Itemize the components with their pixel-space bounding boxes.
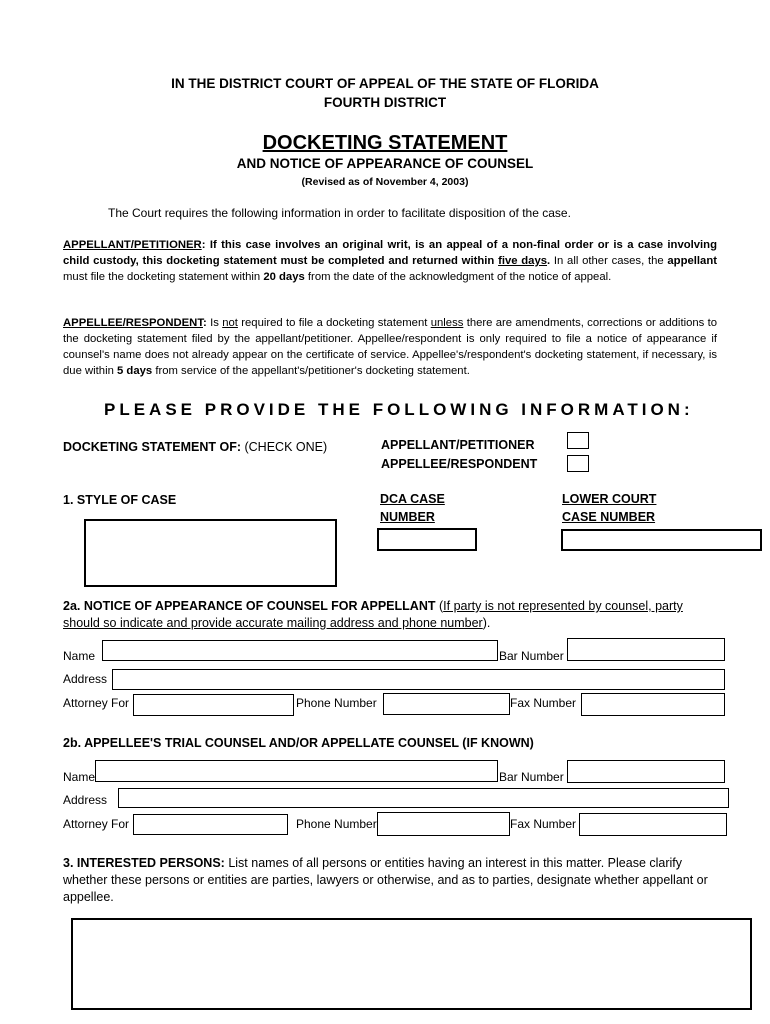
twenty-days-text: 20 days <box>263 271 305 283</box>
lower-court-label-line2: CASE NUMBER <box>562 510 656 524</box>
appellant-bar-number-label: Bar Number <box>499 649 564 663</box>
appellant-attorney-for-label: Attorney For <box>63 696 130 710</box>
appellee-colon: : <box>202 317 207 329</box>
district-heading: FOURTH DISTRICT <box>323 95 447 110</box>
appellee-text-4: from service of the appellant's/petitioner's docketing statement. <box>155 365 470 377</box>
dca-case-number-field[interactable] <box>377 528 477 551</box>
appellee-name-label: Name <box>63 770 96 784</box>
appellant-name-label: Name <box>63 649 96 663</box>
appellant-option-label: APPELLANT/PETITIONER <box>381 438 535 452</box>
appellee-checkbox[interactable] <box>567 455 589 472</box>
appellant-attorney-for-input[interactable] <box>133 694 294 716</box>
appellant-period: . <box>547 255 551 267</box>
style-of-case-label: 1. STYLE OF CASE <box>63 493 177 507</box>
appellee-attorney-for-input[interactable] <box>133 814 288 835</box>
page-title: DOCKETING STATEMENT <box>262 132 508 154</box>
appellant-instructions <box>63 237 717 285</box>
five-days-text: five days <box>498 255 548 267</box>
appellee-text-1: Is <box>210 317 219 329</box>
appellant-phone-input[interactable] <box>383 693 510 715</box>
appellant-bar-number-input[interactable] <box>567 638 725 661</box>
appellant-colon: : <box>201 239 206 251</box>
section-3-label: 3. INTERESTED PERSONS: <box>63 856 225 870</box>
page-subtitle: AND NOTICE OF APPEARANCE OF COUNSEL <box>236 156 534 171</box>
appellee-bar-number-input[interactable] <box>567 760 725 783</box>
appellant-address-input[interactable] <box>112 669 725 690</box>
check-one-text: (CHECK ONE) <box>244 440 328 454</box>
interested-persons-field[interactable] <box>71 918 752 1010</box>
section-2a-note: If party is not represented by counsel, party should so indicate and provide accurate mailing address and phone number <box>63 599 683 630</box>
appellee-phone-input[interactable] <box>377 812 510 836</box>
appellant-fax-label: Fax Number <box>510 696 577 710</box>
appellee-phone-label: Phone Number <box>296 817 377 831</box>
appellee-option-label: APPELLEE/RESPONDENT <box>381 457 538 471</box>
appellee-instructions <box>63 315 717 379</box>
section-2a-label: 2a. NOTICE OF APPEARANCE OF COUNSEL FOR APPELLANT <box>63 599 436 613</box>
appellee-fax-label: Fax Number <box>510 817 577 831</box>
appellant-text-2: must file the docketing statement within <box>63 271 261 283</box>
appellee-bar-number-label: Bar Number <box>499 770 564 784</box>
appellant-fax-input[interactable] <box>581 693 725 716</box>
lower-court-label-line1: LOWER COURT <box>562 492 657 506</box>
appellee-text-3: there are amendments, corrections or additions to the docketing statement filed by the appellant/petitioner. Appellee/respondent is only required to file a notice of appearance if counsel's name does not already appear on the certificate of service. Appellee's/respondent's docketing statement, if necessary, is due within <box>63 317 718 377</box>
appellant-address-label: Address <box>63 672 108 686</box>
appellant-bold-word: appellant <box>667 255 717 267</box>
intro-text: The Court requires the following information in order to facilitate disposition of the case. <box>108 206 571 220</box>
unless-text: unless <box>430 317 464 329</box>
appellant-phone-label: Phone Number <box>296 696 377 710</box>
revision-date: (Revised as of November 4, 2003) <box>301 176 469 188</box>
docketing-of-text: DOCKETING STATEMENT OF: <box>63 440 241 454</box>
appellee-attorney-for-label: Attorney For <box>63 817 130 831</box>
appellant-checkbox[interactable] <box>567 432 589 449</box>
section-3-heading <box>63 855 719 906</box>
section-3-text: List names of all persons or entities having an interest in this matter. Please clarify whether these persons or entities are parties, lawyers or otherwise, and as to parties, designate whether appellant or appellee. <box>63 856 708 904</box>
appellee-name-input[interactable] <box>95 760 498 782</box>
dca-case-label-line1: DCA CASE <box>380 492 445 506</box>
not-text: not <box>222 317 238 329</box>
appellant-name-input[interactable] <box>102 640 498 661</box>
appellant-label: APPELLANT/PETITIONER <box>63 239 202 251</box>
section-2b-heading: 2b. APPELLEE'S TRIAL COUNSEL AND/OR APPELLATE COUNSEL (IF KNOWN) <box>63 736 534 750</box>
appellee-label: APPELLEE/RESPONDENT <box>63 317 203 329</box>
appellee-address-label: Address <box>63 793 108 807</box>
docketing-of-label <box>63 440 327 454</box>
appellee-address-input[interactable] <box>118 788 729 808</box>
section-2a-heading <box>63 598 723 632</box>
section-2a-close: ). <box>482 616 491 630</box>
lower-court-case-number-field[interactable] <box>561 529 762 551</box>
court-heading: IN THE DISTRICT COURT OF APPEAL OF THE STATE OF FLORIDA <box>171 76 599 91</box>
please-provide-heading: PLEASE PROVIDE THE FOLLOWING INFORMATION: <box>104 400 694 419</box>
section-2a-open-paren: ( <box>438 599 444 613</box>
style-of-case-field[interactable] <box>84 519 337 587</box>
appellant-deadline-text: If this case involves an original writ, is an appeal of a non-final order or is a case involving child custody, this docketing statement must be completed and returned within <box>63 239 717 267</box>
five-days-bold: 5 days <box>117 365 153 377</box>
appellee-text-2: required to file a docketing statement <box>241 317 428 329</box>
dca-case-label-line2: NUMBER <box>380 510 435 524</box>
appellee-fax-input[interactable] <box>579 813 727 836</box>
appellant-text-1: In all other cases, the <box>553 255 664 267</box>
appellant-text-3: from the date of the acknowledgment of the notice of appeal. <box>307 271 612 283</box>
